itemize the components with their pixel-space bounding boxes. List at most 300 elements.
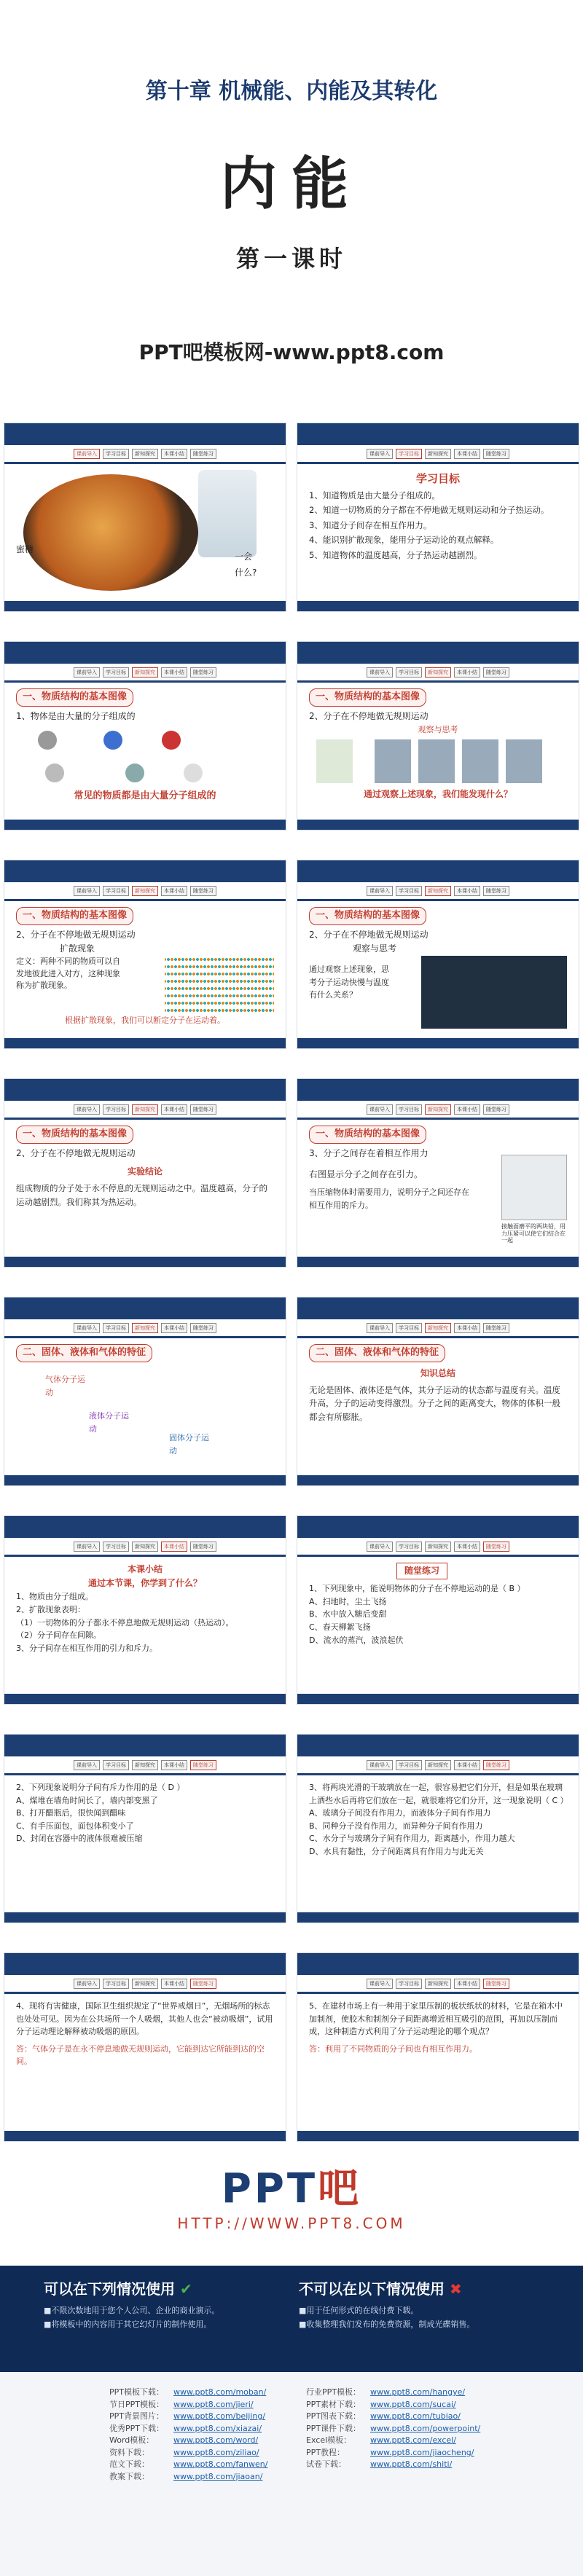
- text-line: 右图显示分子之间存在引力。: [309, 1169, 423, 1179]
- link-label: 试卷下载：: [306, 2459, 346, 2469]
- text-line: D、流水的蒸汽，波浪起伏: [309, 1635, 404, 1645]
- nav-tab[interactable]: 本课小结: [454, 1323, 480, 1333]
- text-line: A、扫地时，尘土飞扬: [309, 1596, 387, 1606]
- text-line: D、封闭在容器中的液体很难被压缩: [16, 1834, 143, 1844]
- slide-bottom-bar: [4, 1038, 286, 1048]
- link-row: [306, 2447, 480, 2459]
- slide-bottom-bar: [4, 1475, 286, 1485]
- nav-tab[interactable]: 学习目标: [103, 449, 129, 459]
- link-label: PPT课件下载：: [306, 2423, 361, 2433]
- nav-tab[interactable]: 课前导入: [367, 886, 393, 896]
- link-url[interactable]: www.ppt8.com/word/: [173, 2435, 259, 2445]
- link-label: PPT教程：: [306, 2447, 345, 2457]
- nav-tab[interactable]: 本课小结: [161, 886, 187, 896]
- link-row: [109, 2399, 267, 2411]
- text-line: 2、扩散现象表明：: [16, 1604, 85, 1614]
- slide-nav: [297, 882, 579, 901]
- nav-tab[interactable]: 学习目标: [396, 449, 422, 459]
- nav-tab[interactable]: 随堂练习: [483, 1323, 509, 1333]
- text-line: 3、知道分子间存在相互作用力。: [309, 519, 432, 530]
- molecule-icon: [162, 731, 181, 750]
- link-label: 优秀PPT下载：: [109, 2423, 164, 2433]
- link-label: 资料下载：: [109, 2447, 149, 2457]
- nav-tab[interactable]: 课前导入: [367, 1979, 393, 1989]
- slide-body: [16, 2000, 274, 2128]
- slide-top-bar: [297, 1516, 579, 1538]
- can-use-title: 可以在下列情况使用: [44, 2280, 175, 2298]
- nav-tab[interactable]: 随堂练习: [483, 1542, 509, 1552]
- lead-blocks-diagram: [501, 1155, 567, 1220]
- text-line: 气体分子运动: [45, 1375, 85, 1397]
- molecule-icon: [184, 763, 203, 782]
- link-url[interactable]: www.ppt8.com/tubiao/: [370, 2411, 461, 2421]
- link-row: [306, 2459, 480, 2471]
- text-line: 2、分子在不停地做无规则运动: [309, 929, 429, 940]
- nav-tab[interactable]: 学习目标: [396, 1979, 422, 1989]
- nav-tab[interactable]: 本课小结: [454, 1104, 480, 1115]
- section-header: 二、固体、液体和气体的特征: [309, 1344, 445, 1362]
- can-item: ■将模板中的内容用于其它幻灯片的制作使用。: [44, 2319, 212, 2329]
- nav-tab[interactable]: 学习目标: [396, 667, 422, 678]
- text-line: 扩散现象: [60, 943, 95, 954]
- slide-nav: [4, 1975, 286, 1994]
- link-url[interactable]: www.ppt8.com/ziliao/: [173, 2447, 259, 2457]
- section-header: 一、物质结构的基本图像: [16, 907, 133, 925]
- link-row: [109, 2411, 267, 2423]
- slide-3: [4, 641, 286, 830]
- text-line: （1）一切物体的分子都永不停息地做无规则运动（热运动）。: [16, 1617, 234, 1627]
- slide-body: [309, 1563, 567, 1691]
- slide-nav: [297, 445, 579, 464]
- nav-tab[interactable]: 课前导入: [367, 1323, 393, 1333]
- nav-tab[interactable]: 课前导入: [367, 449, 393, 459]
- lesson-title: 第一课时: [235, 245, 347, 272]
- link-label: PPT素材下载：: [306, 2399, 361, 2409]
- slide-4: [297, 641, 579, 830]
- slide-top-bar: [4, 1297, 286, 1319]
- slide-bottom-bar: [297, 1694, 579, 1704]
- slide-nav: [4, 1101, 286, 1120]
- slide-bottom-bar: [4, 820, 286, 830]
- nav-tab[interactable]: 新知探究: [132, 1760, 158, 1770]
- nav-tab[interactable]: 课前导入: [74, 1542, 100, 1552]
- text-line: 常见的物质都是由大量分子组成的: [74, 790, 216, 801]
- slide-11: [4, 1515, 286, 1705]
- text-line: C、春天柳絮飞扬: [309, 1622, 371, 1632]
- nav-tab[interactable]: 课前导入: [74, 449, 100, 459]
- slide-bottom-bar: [297, 2131, 579, 2141]
- nav-tab[interactable]: 本课小结: [161, 449, 187, 459]
- nav-tab[interactable]: 课前导入: [74, 1323, 100, 1333]
- slide-5: [4, 860, 286, 1049]
- slide-top-bar: [297, 1079, 579, 1101]
- slide-nav: [4, 1319, 286, 1338]
- link-url[interactable]: www.ppt8.com/xiazai/: [173, 2423, 262, 2433]
- text-line: 一会: [235, 551, 253, 562]
- section-header: 一、物质结构的基本图像: [309, 1126, 426, 1144]
- nav-tab[interactable]: 本课小结: [161, 1323, 187, 1333]
- slide-body: [16, 688, 274, 817]
- slide-nav: [4, 1538, 286, 1557]
- slide-1: [4, 423, 286, 612]
- food-photo: [23, 474, 198, 591]
- slide-10: [297, 1297, 579, 1486]
- slide-body: [309, 2000, 567, 2128]
- text-line: 观察与思考: [353, 943, 397, 954]
- nav-tab[interactable]: 新知探究: [425, 1979, 451, 1989]
- can-use-column: [44, 2277, 313, 2331]
- experiment-photo: [375, 739, 411, 783]
- nav-tab[interactable]: 学习目标: [396, 1323, 422, 1333]
- link-url[interactable]: www.ppt8.com/shiti/: [370, 2459, 453, 2469]
- nav-tab[interactable]: 学习目标: [103, 1542, 129, 1552]
- slide-bottom-bar: [4, 1257, 286, 1267]
- slide-bottom-bar: [297, 1038, 579, 1048]
- cannot-use-column: [299, 2277, 568, 2331]
- nav-tab[interactable]: 随堂练习: [483, 667, 509, 678]
- text-line: 固体分子运动: [169, 1433, 209, 1456]
- link-label: PPT背景图片：: [109, 2411, 164, 2421]
- section-header: 一、物质结构的基本图像: [16, 688, 133, 707]
- slide-12: [297, 1515, 579, 1705]
- nav-tab[interactable]: 随堂练习: [190, 1542, 216, 1552]
- link-url[interactable]: www.ppt8.com/sucai/: [370, 2399, 456, 2409]
- slide-7: [4, 1078, 286, 1268]
- nav-tab[interactable]: 新知探究: [132, 667, 158, 678]
- slide-13: [4, 1734, 286, 1923]
- text-line: 1、知道物质是由大量分子组成的。: [309, 490, 440, 500]
- experiment-photo: [316, 739, 353, 783]
- nav-tab[interactable]: 新知探究: [425, 449, 451, 459]
- nav-tab[interactable]: 随堂练习: [190, 1323, 216, 1333]
- slide-14: [297, 1734, 579, 1923]
- link-row: [109, 2387, 267, 2399]
- text-line: 1、下列现象中，能说明物体的分子在不停地运动的是（ B ）: [309, 1584, 525, 1594]
- nav-tab[interactable]: 新知探究: [132, 1542, 158, 1552]
- molecule-icon: [103, 731, 122, 750]
- slide-bottom-bar: [4, 1912, 286, 1923]
- experiment-photo: [418, 739, 455, 783]
- nav-tab[interactable]: 学习目标: [103, 1104, 129, 1115]
- logo-url: HTTP://WWW.PPT8.COM: [177, 2215, 406, 2232]
- slide-body: [309, 470, 567, 598]
- nav-tab[interactable]: 随堂练习: [190, 886, 216, 896]
- link-label: PPT模板下载：: [109, 2387, 164, 2397]
- slide-16: [297, 1952, 579, 2142]
- nav-tab[interactable]: 本课小结: [454, 449, 480, 459]
- slide-top-bar: [4, 860, 286, 882]
- slide-2: [297, 423, 579, 612]
- nav-tab[interactable]: 学习目标: [103, 886, 129, 896]
- nav-tab[interactable]: 本课小结: [454, 1542, 480, 1552]
- text-line: 液体分子运动: [89, 1411, 129, 1434]
- slide-nav: [297, 1756, 579, 1775]
- logo-area: [0, 2142, 583, 2258]
- text-line: 通过观察上述现象，我们能发现什么？: [363, 788, 512, 799]
- ppt8-logo: PPT吧: [221, 2165, 362, 2212]
- nav-tab[interactable]: 课前导入: [367, 1760, 393, 1770]
- slide-top-bar: [297, 642, 579, 664]
- link-url[interactable]: www.ppt8.com/fanwen/: [173, 2459, 268, 2469]
- slide-bottom-bar: [297, 601, 579, 611]
- nav-tab[interactable]: 学习目标: [396, 1104, 422, 1115]
- link-label: Word模板：: [109, 2435, 154, 2445]
- text-line: 2、分子在不停地做无规则运动: [16, 1147, 136, 1158]
- text-line: 蜜糖: [16, 544, 34, 554]
- text-line: 4、能识别扩散现象，能用分子运动论的观点解释。: [309, 535, 499, 546]
- experiment-photo: [506, 739, 542, 783]
- slide-top-bar: [4, 1735, 286, 1756]
- link-row: [306, 2435, 480, 2447]
- text-line: 通过本节课，你学到了什么？: [87, 1578, 202, 1589]
- link-row: [306, 2423, 480, 2435]
- nav-tab[interactable]: 新知探究: [425, 1760, 451, 1770]
- link-label: 教案下载：: [109, 2471, 149, 2481]
- nav-tab[interactable]: 学习目标: [396, 886, 422, 896]
- link-url[interactable]: www.ppt8.com/jieri/: [173, 2399, 254, 2409]
- nav-tab[interactable]: 新知探究: [425, 886, 451, 896]
- slide-bottom-bar: [297, 820, 579, 830]
- nav-tab[interactable]: 课前导入: [74, 667, 100, 678]
- link-row: [109, 2423, 267, 2435]
- nav-tab[interactable]: 随堂练习: [190, 1104, 216, 1115]
- honey-jar-photo: [198, 470, 257, 557]
- link-url[interactable]: www.ppt8.com/jiaoan/: [173, 2471, 263, 2481]
- nav-tab[interactable]: 新知探究: [132, 886, 158, 896]
- section-header: 二、固体、液体和气体的特征: [16, 1344, 152, 1362]
- nav-tab[interactable]: 学习目标: [103, 1979, 129, 1989]
- link-row: [306, 2387, 480, 2399]
- slide-body: [309, 1344, 567, 1472]
- cannot-item: ■收集整理我们发布的免费资源，制成光碟销售。: [299, 2319, 475, 2329]
- nav-tab[interactable]: 本课小结: [161, 667, 187, 678]
- link-row: [109, 2435, 267, 2447]
- nav-tab[interactable]: 课前导入: [367, 1542, 393, 1552]
- nav-tab[interactable]: 本课小结: [454, 886, 480, 896]
- text-line: 答：气体分子是在永不停息地做无规则运动，它能到达它所能到达的空间。: [16, 2043, 265, 2067]
- link-url[interactable]: www.ppt8.com/jiaocheng/: [370, 2447, 474, 2457]
- nav-tab[interactable]: 随堂练习: [483, 886, 509, 896]
- nav-tab[interactable]: 课前导入: [74, 1760, 100, 1770]
- text-line: 当压缩物体时需要用力，说明分子之间还存在相互作用的斥力。: [309, 1187, 469, 1210]
- nav-tab[interactable]: 学习目标: [396, 1542, 422, 1552]
- link-row: [306, 2411, 480, 2423]
- nav-tab[interactable]: 随堂练习: [483, 1104, 509, 1115]
- slide-top-bar: [297, 423, 579, 445]
- slide-top-bar: [4, 1079, 286, 1101]
- section-header: 一、物质结构的基本图像: [309, 907, 426, 925]
- experiment-photo: [462, 739, 498, 783]
- diagram-note: 接触面磨平的两块铅，用力压紧可以使它们结合在一起: [501, 1223, 566, 1244]
- cannot-item: ■用于任何形式的在线付费下载。: [299, 2306, 419, 2315]
- slide-top-bar: [4, 642, 286, 664]
- cover: [0, 0, 583, 393]
- slide-top-bar: [4, 1516, 286, 1538]
- text-line: 观察与思考: [418, 724, 458, 734]
- nav-tab[interactable]: 新知探究: [425, 1542, 451, 1552]
- link-row: [109, 2459, 267, 2471]
- main-title: 内能: [219, 151, 363, 217]
- link-row: [306, 2399, 480, 2411]
- nav-tab[interactable]: 本课小结: [161, 1760, 187, 1770]
- nav-tab[interactable]: 随堂练习: [190, 1760, 216, 1770]
- text-line: B、同种分子没有作用力，而异种分子间有作用力: [309, 1821, 483, 1831]
- link-row: [109, 2447, 267, 2459]
- text-line: 1、物体是由大量的分子组成的: [16, 710, 136, 721]
- nav-tab[interactable]: 新知探究: [425, 667, 451, 678]
- link-url[interactable]: www.ppt8.com/moban/: [173, 2387, 267, 2397]
- practice-title: 随堂练习: [396, 1563, 447, 1579]
- text-line: 4、现将有害健康，国际卫生组织规定了“世界戒烟日”，无烟场所的标志也处处可见。因为在公共场所一个人吸烟，其他人也会“被动吸烟”，试用分子运动理论解释被动吸烟的原因。: [16, 2001, 273, 2037]
- links-right: [306, 2387, 480, 2471]
- text-line: 1、物质由分子组成。: [16, 1592, 93, 1602]
- slide-body: [16, 470, 274, 598]
- slide-top-bar: [4, 1953, 286, 1975]
- slide-15: [4, 1952, 286, 2142]
- nav-tab[interactable]: 新知探究: [132, 449, 158, 459]
- molecule-icon: [45, 763, 64, 782]
- text-line: 知识总结: [420, 1367, 455, 1378]
- link-label: PPT图表下载：: [306, 2411, 361, 2421]
- nav-tab[interactable]: 随堂练习: [190, 1979, 216, 1989]
- text-line: 什么?: [235, 568, 257, 578]
- slide-body: [16, 1344, 274, 1472]
- molecule-icon: [125, 763, 144, 782]
- text-line: C、水分子与玻璃分子间有作用力，距离越小，作用力越大: [309, 1834, 515, 1844]
- nav-tab[interactable]: 课前导入: [367, 1104, 393, 1115]
- slide-top-bar: [297, 1297, 579, 1319]
- text-line: 2、分子在不停地做无规则运动: [16, 929, 136, 940]
- nav-tab[interactable]: 课前导入: [367, 667, 393, 678]
- slide-nav: [297, 1975, 579, 1994]
- observe-text: 通过观察上述现象，思考分子运动快慢与温度有什么关系？: [309, 965, 389, 1000]
- nav-tab[interactable]: 新知探究: [132, 1323, 158, 1333]
- nav-tab[interactable]: 学习目标: [103, 1760, 129, 1770]
- slide-8: [297, 1078, 579, 1268]
- text-line: 2、下列现象说明分子间有斥力作用的是（ D ）: [16, 1783, 185, 1792]
- slide-bottom-bar: [297, 1912, 579, 1923]
- slide-nav: [4, 1756, 286, 1775]
- can-item: ■不限次数地用于您个人公司、企业的商业演示。: [44, 2306, 220, 2315]
- nav-tab[interactable]: 课前导入: [74, 886, 100, 896]
- nav-tab[interactable]: 新知探究: [132, 1104, 158, 1115]
- nav-tab[interactable]: 本课小结: [454, 667, 480, 678]
- nav-tab[interactable]: 学习目标: [396, 1760, 422, 1770]
- slide-bottom-bar: [4, 601, 286, 611]
- nav-tab[interactable]: 随堂练习: [483, 449, 509, 459]
- text-line: A、煤堆在墙角时间长了，墙内部变黑了: [16, 1795, 158, 1805]
- slide-nav: [4, 664, 286, 683]
- nav-tab[interactable]: 学习目标: [103, 1323, 129, 1333]
- slide-top-bar: [297, 860, 579, 882]
- slide-bottom-bar: [4, 1694, 286, 1704]
- slide-9: [4, 1297, 286, 1486]
- text-line: 2、分子在不停地做无规则运动: [309, 710, 429, 721]
- text-line: 组成物质的分子处于永不停息的无规则运动之中。温度越高，分子的运动越剧烈。我们称其为热运动。: [16, 1183, 267, 1207]
- nav-tab[interactable]: 本课小结: [161, 1542, 187, 1552]
- slide-body: [309, 688, 567, 817]
- nav-tab[interactable]: 随堂练习: [190, 449, 216, 459]
- slide-top-bar: [297, 1953, 579, 1975]
- links-left: [109, 2387, 267, 2483]
- usage-panel: [0, 2266, 583, 2372]
- slide-body: [16, 907, 274, 1035]
- cross-icon: ✖: [449, 2280, 462, 2298]
- nav-tab[interactable]: 新知探究: [425, 1323, 451, 1333]
- link-url[interactable]: www.ppt8.com/hangye/: [370, 2387, 466, 2397]
- text-line: 无论是固体、液体还是气体，其分子运动的状态都与温度有关。温度升高，分子的运动变得激烈。分子之间的距离变大，物体的体积一般都会有所膨胀。: [309, 1384, 560, 1422]
- slide-nav: [297, 664, 579, 683]
- link-label: 范文下载：: [109, 2459, 149, 2469]
- site-title: PPT吧模板网-www.ppt8.com: [138, 340, 445, 364]
- link-url[interactable]: www.ppt8.com/powerpoint/: [370, 2423, 481, 2433]
- nav-tab[interactable]: 随堂练习: [483, 1760, 509, 1770]
- link-url[interactable]: www.ppt8.com/beijing/: [173, 2411, 266, 2421]
- diffusion-diagram: [165, 956, 274, 1014]
- slide-bottom-bar: [297, 1257, 579, 1267]
- nav-tab[interactable]: 随堂练习: [483, 1979, 509, 1989]
- link-url[interactable]: www.ppt8.com/excel/: [370, 2435, 456, 2445]
- text-line: 3、将两块光滑的干玻璃放在一起，很容易把它们分开，但是如果在玻璃上洒些水后再将它们放在一起，就很难将它们分开，这一现象说明（ C ）: [309, 1783, 568, 1805]
- slide-bottom-bar: [297, 1475, 579, 1485]
- text-line: A、玻璃分子间没有作用力，而液体分子间有作用力: [309, 1808, 491, 1818]
- nav-tab[interactable]: 本课小结: [161, 1104, 187, 1115]
- nav-tab[interactable]: 课前导入: [74, 1104, 100, 1115]
- text-line: D、水具有黏性，分子间距离具有作用力与此无关: [309, 1846, 484, 1856]
- beakers-photo: [421, 956, 567, 1029]
- nav-tab[interactable]: 本课小结: [454, 1979, 480, 1989]
- slide-nav: [4, 445, 286, 464]
- text-line: 本课小结: [127, 1564, 163, 1574]
- link-row: [109, 2471, 267, 2483]
- nav-tab[interactable]: 本课小结: [454, 1760, 480, 1770]
- slide-body: [309, 1126, 567, 1254]
- text-line: 2、知道一切物质的分子都在不停地做无规则运动和分子热运动。: [309, 505, 549, 516]
- slide-nav: [297, 1538, 579, 1557]
- text-line: 学习目标: [415, 472, 460, 485]
- definition-text: 定义：两种不同的物质可以自发地彼此进入对方，这种现象称为扩散现象。: [16, 957, 120, 991]
- chapter-title: 第十章 机械能、内能及其转化: [145, 79, 438, 104]
- text-line: 根据扩散现象，我们可以断定分子在运动着。: [65, 1016, 225, 1026]
- nav-tab[interactable]: 新知探究: [425, 1104, 451, 1115]
- nav-tab[interactable]: 新知探究: [132, 1979, 158, 1989]
- text-line: 5、在建材市场上有一种用于家里压制的板状纸状的材料，它是在箱木中加制剂，使胶木和制剂分子间距离增近相互吸引的范围，再加以压制而成，这种制造方式利用了分子运动理论的哪个观点？: [309, 2001, 563, 2037]
- experiment-photos: [309, 737, 567, 788]
- text-line: 实验结论: [127, 1166, 163, 1177]
- slide-nav: [4, 882, 286, 901]
- slide-bottom-bar: [4, 2131, 286, 2141]
- link-label: 节日PPT模板：: [109, 2399, 164, 2409]
- nav-tab[interactable]: 随堂练习: [190, 667, 216, 678]
- link-label: 行业PPT模板：: [306, 2387, 361, 2397]
- text-line: B、水中放入糖后变甜: [309, 1609, 387, 1619]
- slide-body: [16, 1781, 274, 1909]
- nav-tab[interactable]: 本课小结: [161, 1979, 187, 1989]
- slide-body: [16, 1126, 274, 1254]
- slide-nav: [297, 1319, 579, 1338]
- slide-body: [16, 1563, 274, 1691]
- slide-6: [297, 860, 579, 1049]
- slide-top-bar: [4, 423, 286, 445]
- check-icon: ✔: [179, 2280, 192, 2298]
- text-line: （2）分子间存在间隙。: [16, 1630, 101, 1641]
- nav-tab[interactable]: 学习目标: [103, 667, 129, 678]
- nav-tab[interactable]: 课前导入: [74, 1979, 100, 1989]
- text-line: B、打开醋瓶后，很快闻到醋味: [16, 1808, 126, 1818]
- text-line: 5、知道物体的温度越高，分子热运动越剧烈。: [309, 549, 482, 560]
- cannot-use-title: 不可以在以下情况使用: [299, 2280, 445, 2298]
- molecule-diagram: [16, 723, 274, 789]
